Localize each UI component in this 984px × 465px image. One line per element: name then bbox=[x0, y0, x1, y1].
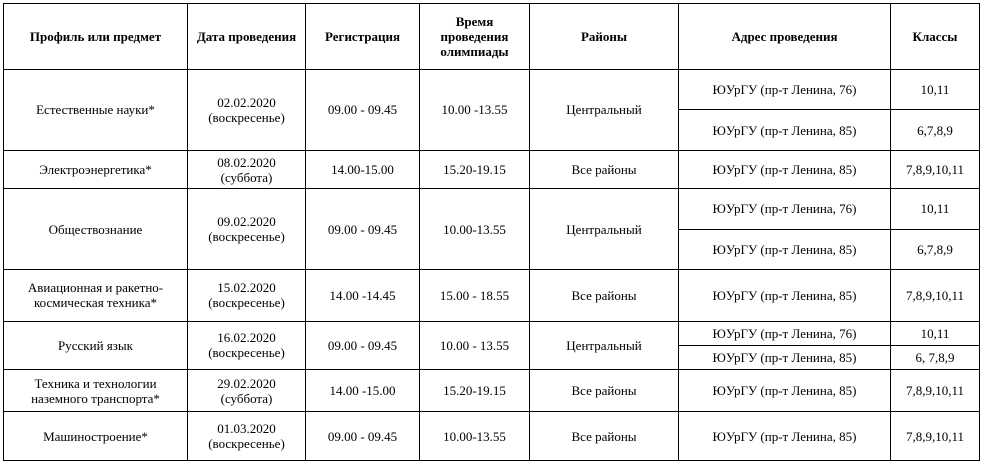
date-value: 01.03.2020 bbox=[217, 421, 276, 437]
grades-cell: 7,8,9,10,11 bbox=[891, 370, 980, 412]
registration-cell: 14.00-15.00 bbox=[306, 150, 420, 188]
header-date: Дата проведения bbox=[188, 4, 306, 70]
address-cell: ЮУрГУ (пр-т Ленина, 85) bbox=[679, 412, 891, 461]
address-cell: ЮУрГУ (пр-т Ленина, 85) bbox=[679, 370, 891, 412]
districts-cell: Все районы bbox=[530, 370, 679, 412]
grades-cell: 6, 7,8,9 bbox=[891, 345, 980, 369]
grades-cell: 6,7,8,9 bbox=[891, 229, 980, 269]
day-value: (воскресенье) bbox=[208, 109, 285, 125]
grades-cell: 10,11 bbox=[891, 189, 980, 229]
registration-cell: 14.00 -14.45 bbox=[306, 270, 420, 322]
registration-cell: 09.00 - 09.45 bbox=[306, 321, 420, 369]
date-cell bbox=[188, 370, 306, 412]
grades-cell: 7,8,9,10,11 bbox=[891, 412, 980, 461]
header-row bbox=[4, 4, 980, 70]
address-cell: ЮУрГУ (пр-т Ленина, 85) bbox=[679, 110, 891, 150]
date-cell bbox=[188, 321, 306, 369]
day-value: (суббота) bbox=[220, 390, 273, 406]
time-cell: 15.20-19.15 bbox=[420, 150, 530, 188]
address-cell: ЮУрГУ (пр-т Ленина, 85) bbox=[679, 150, 891, 188]
table-row bbox=[4, 70, 980, 110]
date-value: 09.02.2020 bbox=[217, 214, 276, 230]
header-grades: Классы bbox=[891, 4, 980, 70]
date-value: 29.02.2020 bbox=[217, 375, 276, 391]
day-value: (воскресенье) bbox=[208, 229, 285, 245]
address-cell: ЮУрГУ (пр-т Ленина, 85) bbox=[679, 270, 891, 322]
districts-cell: Все районы bbox=[530, 412, 679, 461]
districts-cell: Все районы bbox=[530, 150, 679, 188]
time-cell: 15.00 - 18.55 bbox=[420, 270, 530, 322]
header-address: Адрес проведения bbox=[679, 4, 891, 70]
date-cell bbox=[188, 412, 306, 461]
day-value: (суббота) bbox=[220, 169, 273, 185]
registration-cell: 09.00 - 09.45 bbox=[306, 412, 420, 461]
districts-cell: Центральный bbox=[530, 321, 679, 369]
table-row bbox=[4, 189, 980, 229]
grades-cell: 10,11 bbox=[891, 70, 980, 110]
registration-cell: 09.00 - 09.45 bbox=[306, 70, 420, 151]
time-cell: 10.00 -13.55 bbox=[420, 70, 530, 151]
grades-cell: 7,8,9,10,11 bbox=[891, 270, 980, 322]
header-profile: Профиль или предмет bbox=[4, 4, 188, 70]
header-districts: Районы bbox=[530, 4, 679, 70]
districts-cell: Центральный bbox=[530, 70, 679, 151]
date-cell bbox=[188, 70, 306, 151]
profile-cell: Техника и технологии наземного транспорта* bbox=[4, 370, 188, 412]
registration-cell: 09.00 - 09.45 bbox=[306, 189, 420, 270]
header-registration: Регистрация bbox=[306, 4, 420, 70]
date-value: 02.02.2020 bbox=[217, 94, 276, 110]
date-value: 16.02.2020 bbox=[217, 330, 276, 346]
profile-cell: Машиностроение* bbox=[4, 412, 188, 461]
table-row bbox=[4, 412, 980, 461]
time-cell: 15.20-19.15 bbox=[420, 370, 530, 412]
profile-cell: Обществознание bbox=[4, 189, 188, 270]
time-cell: 10.00-13.55 bbox=[420, 412, 530, 461]
date-cell bbox=[188, 150, 306, 188]
date-cell bbox=[188, 189, 306, 270]
time-cell: 10.00-13.55 bbox=[420, 189, 530, 270]
header-time: Время проведения олимпиады bbox=[420, 4, 530, 70]
grades-cell: 7,8,9,10,11 bbox=[891, 150, 980, 188]
table-row bbox=[4, 150, 980, 188]
table-row bbox=[4, 370, 980, 412]
address-cell: ЮУрГУ (пр-т Ленина, 85) bbox=[679, 229, 891, 269]
date-value: 08.02.2020 bbox=[217, 154, 276, 170]
profile-cell: Русский язык bbox=[4, 321, 188, 369]
olympiad-schedule-table bbox=[3, 3, 980, 461]
profile-cell: Естественные науки* bbox=[4, 70, 188, 151]
grades-cell: 10,11 bbox=[891, 321, 980, 345]
registration-cell: 14.00 -15.00 bbox=[306, 370, 420, 412]
districts-cell: Все районы bbox=[530, 270, 679, 322]
day-value: (воскресенье) bbox=[208, 295, 285, 311]
profile-cell: Электроэнергетика* bbox=[4, 150, 188, 188]
address-cell: ЮУрГУ (пр-т Ленина, 76) bbox=[679, 189, 891, 229]
grades-cell: 6,7,8,9 bbox=[891, 110, 980, 150]
date-cell bbox=[188, 270, 306, 322]
time-cell: 10.00 - 13.55 bbox=[420, 321, 530, 369]
districts-cell: Центральный bbox=[530, 189, 679, 270]
address-cell: ЮУрГУ (пр-т Ленина, 76) bbox=[679, 70, 891, 110]
date-value: 15.02.2020 bbox=[217, 280, 276, 296]
address-cell: ЮУрГУ (пр-т Ленина, 85) bbox=[679, 345, 891, 369]
table-row bbox=[4, 321, 980, 345]
table-row bbox=[4, 270, 980, 322]
address-cell: ЮУрГУ (пр-т Ленина, 76) bbox=[679, 321, 891, 345]
day-value: (воскресенье) bbox=[208, 436, 285, 452]
day-value: (воскресенье) bbox=[208, 345, 285, 361]
profile-cell: Авиационная и ракетно-космическая техника* bbox=[4, 270, 188, 322]
